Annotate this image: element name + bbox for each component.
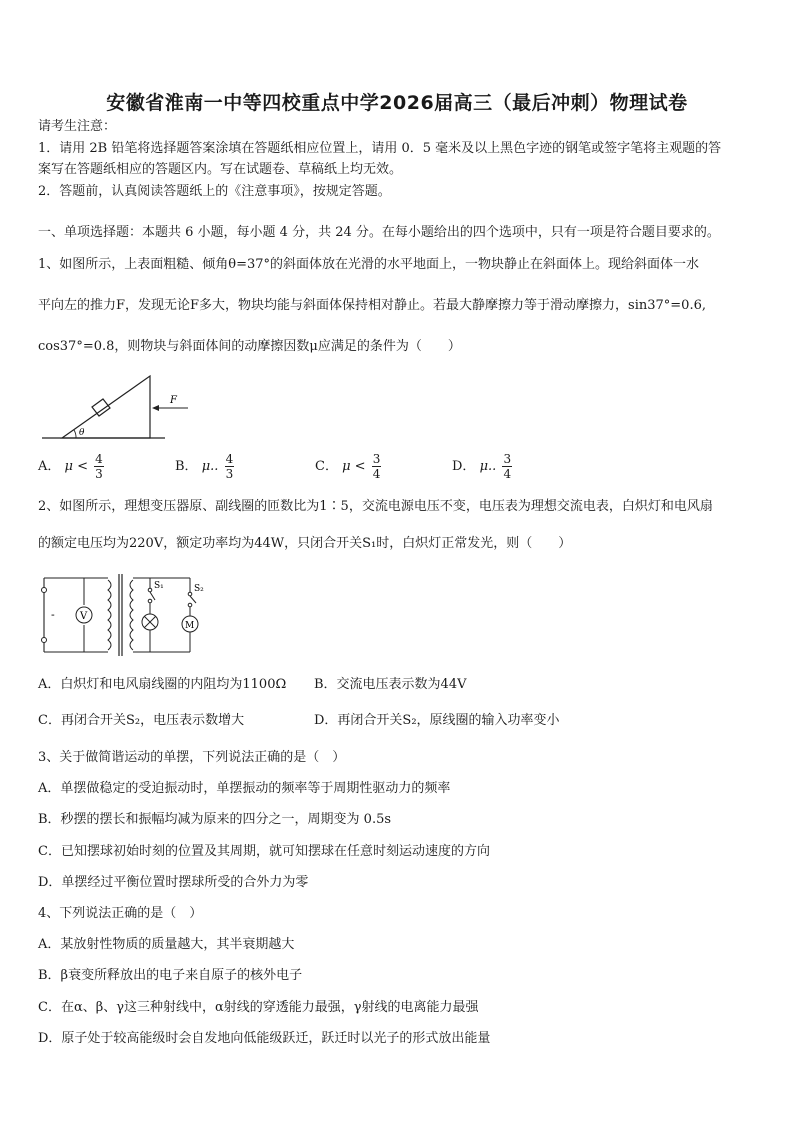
q1-line-1: 1、如图所示，上表面粗糙、倾角θ=37°的斜面体放在光滑的水平地面上，一物块静止在斜面体上。现给斜面体一水	[38, 257, 700, 272]
force-label: F	[170, 395, 177, 406]
option-label: C．	[315, 459, 338, 474]
fraction-denominator: 4	[372, 467, 381, 481]
q2-option-c[interactable]: C．再闭合开关S₂，电压表示数增大	[38, 713, 245, 728]
q1-option-d[interactable]	[452, 452, 512, 481]
option-fraction	[372, 452, 382, 481]
page-title: 安徽省淮南一中等四校重点中学2026届高三（最后冲刺）物理试卷	[106, 92, 688, 114]
option-fraction	[225, 452, 235, 481]
q3-option-d[interactable]: D．单摆经过平衡位置时摆球所受的合外力为零	[38, 875, 309, 890]
q4-option-a[interactable]: A．某放射性物质的质量越大，其半衰期越大	[38, 937, 295, 952]
motor-label: M	[185, 621, 195, 631]
q2-line-1: 2、如图所示，理想变压器原、副线圈的匝数比为1∶5，交流电源电压不变，电压表为理想交流电表，白炽灯和电风扇	[38, 499, 713, 514]
q1-incline-figure	[40, 370, 200, 445]
fraction-denominator: 3	[95, 467, 103, 481]
switch-s2-label: S₂	[194, 584, 204, 594]
block-icon	[92, 399, 110, 416]
q4-option-d[interactable]: D．原子处于较高能级时会自发地向低能级跃迁，跃迁时以光子的形式放出能量	[38, 1031, 491, 1046]
angle-label: θ	[79, 428, 85, 438]
fraction-numerator: 4	[225, 452, 234, 466]
q1-option-a[interactable]	[38, 452, 104, 481]
notice-item-2: 2．答题前，认真阅读答题纸上的《注意事项》，按规定答题。	[38, 184, 391, 199]
option-label: D．	[452, 459, 476, 474]
q2-option-a[interactable]: A．白炽灯和电风扇线圈的内阻均为1100Ω	[38, 677, 287, 692]
q1-line-3: cos37°=0.8，则物块与斜面体间的动摩擦因数μ应满足的条件为（ ）	[38, 339, 461, 354]
q1-option-c[interactable]	[315, 452, 381, 481]
lamp-icon	[142, 614, 158, 630]
q3-option-a[interactable]: A．单摆做稳定的受迫振动时，单摆振动的频率等于周期性驱动力的频率	[38, 781, 451, 796]
option-fraction	[502, 452, 512, 481]
q2-line-2: 的额定电压均为220V，额定功率均为44W，只闭合开关S₁时，白炽灯正常发光，则（ ）	[38, 536, 572, 551]
section-heading: 一、单项选择题：本题共 6 小题，每小题 4 分，共 24 分。在每小题给出的四个选项中，只有一项是符合题目要求的。	[38, 225, 720, 240]
q3-option-c[interactable]: C．已知摆球初始时刻的位置及其周期，就可知摆球在任意时刻运动速度的方向	[38, 844, 490, 859]
option-label: A．	[38, 459, 61, 474]
notice-item-1: 1．请用 2B 铅笔将选择题答案涂填在答题纸相应位置上，请用 0．5 毫米及以上黑色字迹的钢笔或签字笔将主观题的答	[38, 141, 722, 156]
voltmeter-label: V	[80, 611, 88, 622]
notice-heading: 请考生注意：	[38, 119, 117, 134]
q2-circuit-figure	[40, 570, 210, 660]
source-minus-label: -	[51, 608, 55, 621]
q4-option-b[interactable]: B．β衰变所释放出的电子来自原子的核外电子	[38, 968, 303, 983]
fraction-numerator: 3	[503, 452, 512, 466]
fraction-numerator: 4	[95, 452, 103, 466]
q2-option-b[interactable]: B．交流电压表示数为44V	[314, 677, 467, 692]
switch-s2-icon	[188, 592, 196, 607]
fraction-denominator: 4	[503, 467, 512, 481]
fraction-numerator: 3	[372, 452, 381, 466]
notice-item-1-cont: 案写在答题纸相应的答题区内。写在试题卷、草稿纸上均无效。	[38, 162, 403, 177]
q4-stem: 4、下列说法正确的是（ ）	[38, 906, 203, 921]
option-symbol: μ..	[479, 459, 497, 474]
option-symbol: μ..	[201, 459, 219, 474]
q1-line-2: 平向左的推力F，发现无论F多大，物块均能与斜面体保持相对静止。若最大静摩擦力等于滑动摩擦力，sin37°=0.6,	[38, 298, 706, 313]
q2-option-d[interactable]: D．再闭合开关S₂，原线圈的输入功率变小	[314, 713, 560, 728]
option-symbol: μ <	[64, 459, 89, 474]
q1-option-b[interactable]	[175, 452, 234, 481]
q3-option-b[interactable]: B．秒摆的摆长和振幅均减为原来的四分之一，周期变为 0.5s	[38, 812, 392, 827]
option-symbol: μ <	[342, 459, 366, 474]
option-fraction	[94, 452, 104, 481]
q3-stem: 3、关于做简谐运动的单摆，下列说法正确的是（ ）	[38, 750, 346, 765]
option-label: B．	[175, 459, 198, 474]
q4-option-c[interactable]: C．在α、β、γ这三种射线中，α射线的穿透能力最强，γ射线的电离能力最强	[38, 1000, 479, 1015]
switch-s1-label: S₁	[154, 581, 164, 591]
fraction-denominator: 3	[225, 467, 234, 481]
